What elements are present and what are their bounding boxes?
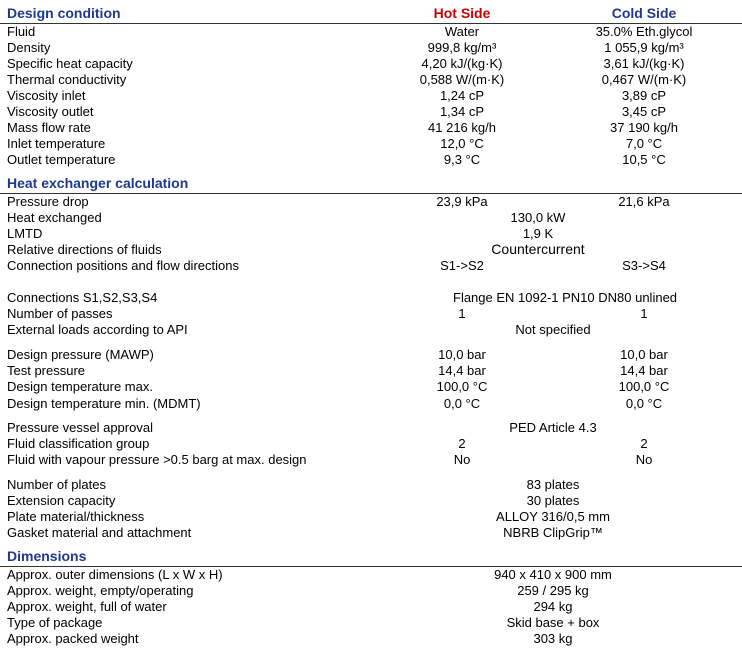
calculation-title: Heat exchanger calculation xyxy=(7,175,189,191)
row-label: Relative directions of fluids xyxy=(7,242,162,257)
hot-value: No xyxy=(453,452,471,467)
row-label: LMTD xyxy=(7,226,43,241)
row-label: Design temperature max. xyxy=(7,379,153,394)
hot-value: 1,34 cP xyxy=(439,104,485,119)
row-inlet-temperature xyxy=(0,136,742,152)
hot-value: 1,24 cP xyxy=(439,88,485,103)
shared-value: Countercurrent xyxy=(491,241,585,257)
hot-value: 100,0 °C xyxy=(436,379,488,394)
row-packed-weight xyxy=(0,631,742,647)
cold-value: 21,6 kPa xyxy=(618,194,670,209)
cold-value: 1 055,9 kg/m³ xyxy=(604,40,684,55)
row-outer-dimensions xyxy=(0,567,742,583)
row-density xyxy=(0,40,742,56)
hot-value: 999,8 kg/m³ xyxy=(427,40,497,55)
row-label: Connections S1,S2,S3,S4 xyxy=(7,290,158,305)
row-test-pressure xyxy=(0,363,742,379)
hot-value: 10,0 bar xyxy=(438,347,486,362)
row-external-loads xyxy=(0,322,742,338)
cold-value: 3,45 cP xyxy=(621,104,667,119)
shared-value: 30 plates xyxy=(526,493,580,508)
row-label: Approx. weight, empty/operating xyxy=(7,583,194,598)
row-label: Pressure drop xyxy=(7,194,89,209)
row-label: Approx. outer dimensions (L x W x H) xyxy=(7,567,223,582)
row-weight-full-of-water xyxy=(0,599,742,615)
row-label: Pressure vessel approval xyxy=(7,420,153,435)
row-number-of-passes xyxy=(0,306,742,322)
row-label: Viscosity outlet xyxy=(7,104,94,119)
row-specific-heat xyxy=(0,56,742,72)
shared-value: 1,9 K xyxy=(522,226,554,241)
hot-value: 4,20 kJ/(kg·K) xyxy=(421,56,503,71)
row-label: Heat exchanged xyxy=(7,210,102,225)
row-label: Fluid classification group xyxy=(7,436,150,451)
hot-value: 14,4 bar xyxy=(438,363,486,378)
shared-value: 940 x 410 x 900 mm xyxy=(494,567,612,582)
row-heat-exchanged xyxy=(0,210,742,226)
design-condition-header xyxy=(0,6,742,24)
row-design-temp-min xyxy=(0,396,742,412)
cold-value: No xyxy=(635,452,653,467)
shared-value: NBRB ClipGrip™ xyxy=(503,525,603,540)
row-label: Approx. packed weight xyxy=(7,631,139,646)
row-thermal-conductivity xyxy=(0,72,742,88)
dimensions-title: Dimensions xyxy=(7,548,87,564)
row-label: Gasket material and attachment xyxy=(7,525,192,540)
shared-value: 259 / 295 kg xyxy=(517,583,589,598)
row-connections xyxy=(0,290,742,306)
cold-side-header: Cold Side xyxy=(611,5,677,21)
cold-value: 1 xyxy=(640,306,648,321)
hot-value: 12,0 °C xyxy=(440,136,484,151)
row-label: Fluid xyxy=(7,24,36,39)
shared-value: PED Article 4.3 xyxy=(509,420,597,435)
shared-value: 303 kg xyxy=(533,631,573,646)
row-gasket-material xyxy=(0,525,742,541)
dimensions-header xyxy=(0,549,742,567)
cold-value: 3,89 cP xyxy=(621,88,667,103)
row-design-pressure xyxy=(0,347,742,363)
hot-value: Water xyxy=(444,24,480,39)
calculation-header xyxy=(0,176,742,194)
row-label: Fluid with vapour pressure >0.5 barg at max. design xyxy=(7,452,307,467)
row-label: Extension capacity xyxy=(7,493,116,508)
row-pressure-drop xyxy=(0,194,742,210)
row-label: Mass flow rate xyxy=(7,120,91,135)
cold-value: 0,467 W/(m·K) xyxy=(601,72,687,87)
hot-value: 1 xyxy=(458,306,466,321)
cold-value: 2 xyxy=(640,436,648,451)
row-relative-directions xyxy=(0,242,742,258)
shared-value: 83 plates xyxy=(526,477,580,492)
cold-value: 37 190 kg/h xyxy=(610,120,678,135)
row-label: Test pressure xyxy=(7,363,86,378)
row-weight-empty-operating xyxy=(0,583,742,599)
hot-value: S1->S2 xyxy=(440,258,484,273)
hot-value: 9,3 °C xyxy=(443,152,481,167)
cold-value: 100,0 °C xyxy=(618,379,670,394)
row-label: Type of package xyxy=(7,615,103,630)
row-mass-flow xyxy=(0,120,742,136)
row-vapour-pressure xyxy=(0,452,742,468)
cold-value: 14,4 bar xyxy=(620,363,668,378)
cold-value: 10,0 bar xyxy=(620,347,668,362)
row-label: Connection positions and flow directions xyxy=(7,258,239,273)
row-label: Specific heat capacity xyxy=(7,56,133,71)
hot-value: 41 216 kg/h xyxy=(428,120,496,135)
cold-value: 3,61 kJ/(kg·K) xyxy=(603,56,685,71)
row-label: Plate material/thickness xyxy=(7,509,145,524)
row-number-of-plates xyxy=(0,477,742,493)
hot-value: 2 xyxy=(458,436,466,451)
row-label: Inlet temperature xyxy=(7,136,106,151)
hot-side-header: Hot Side xyxy=(433,5,491,21)
cold-value: 0,0 °C xyxy=(625,396,663,411)
row-fluid-classification xyxy=(0,436,742,452)
cold-value: 10,5 °C xyxy=(622,152,666,167)
hot-value: 0,0 °C xyxy=(443,396,481,411)
row-extension-capacity xyxy=(0,493,742,509)
row-pressure-vessel-approval xyxy=(0,420,742,436)
row-plate-material xyxy=(0,509,742,525)
cold-value: 35.0% Eth.glycol xyxy=(595,24,693,39)
row-lmtd xyxy=(0,226,742,242)
row-design-temp-max xyxy=(0,379,742,395)
row-fluid xyxy=(0,24,742,40)
row-viscosity-inlet xyxy=(0,88,742,104)
cold-value: S3->S4 xyxy=(622,258,666,273)
shared-value: Skid base + box xyxy=(506,615,600,630)
row-connection-positions xyxy=(0,258,742,274)
shared-value: Not specified xyxy=(515,322,591,337)
shared-value: ALLOY 316/0,5 mm xyxy=(496,509,610,524)
row-label: Outlet temperature xyxy=(7,152,116,167)
cold-value: 7,0 °C xyxy=(625,136,663,151)
row-label: Number of passes xyxy=(7,306,113,321)
row-outlet-temperature xyxy=(0,152,742,168)
hot-value: 23,9 kPa xyxy=(436,194,488,209)
row-type-of-package xyxy=(0,615,742,631)
row-viscosity-outlet xyxy=(0,104,742,120)
row-label: Thermal conductivity xyxy=(7,72,127,87)
hot-value: 0,588 W/(m·K) xyxy=(419,72,505,87)
row-label: Density xyxy=(7,40,51,55)
row-label: Number of plates xyxy=(7,477,106,492)
row-label: Viscosity inlet xyxy=(7,88,86,103)
shared-value: 130,0 kW xyxy=(510,210,566,225)
design-condition-title: Design condition xyxy=(7,5,121,21)
row-label: External loads according to API xyxy=(7,322,188,337)
shared-value: Flange EN 1092-1 PN10 DN80 unlined xyxy=(453,290,678,305)
row-label: Design pressure (MAWP) xyxy=(7,347,154,362)
row-label: Design temperature min. (MDMT) xyxy=(7,396,201,411)
shared-value: 294 kg xyxy=(533,599,573,614)
row-label: Approx. weight, full of water xyxy=(7,599,167,614)
